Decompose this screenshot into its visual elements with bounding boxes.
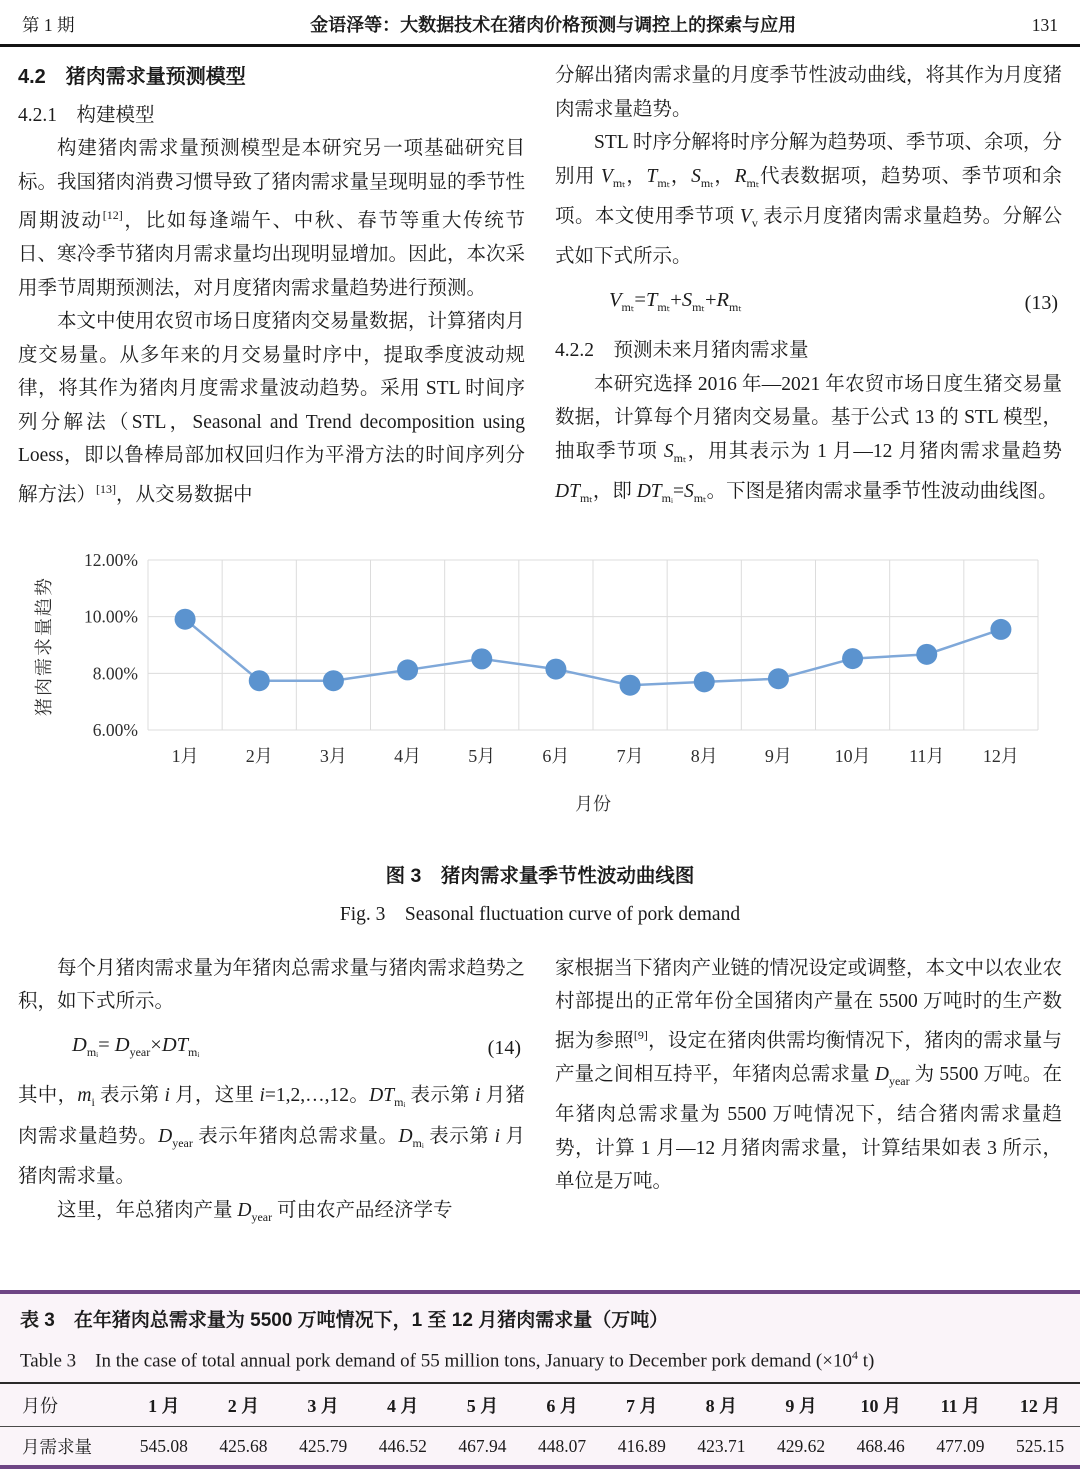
table-col-header: 5 月 [466,1396,499,1417]
table-col-header: 2 月 [227,1396,260,1417]
table-cell: 446.52 [363,1427,443,1466]
data-point [175,608,196,629]
x-tick-label: 8月 [690,745,718,766]
right-column [555,59,1062,516]
table-data-row [0,1427,1080,1466]
x-axis-title: 月份 [575,793,611,814]
table-cell: 545.08 [124,1427,204,1466]
table-col-header: 6 月 [546,1396,578,1417]
y-tick-label: 10.00% [84,606,138,627]
x-tick-label: 4月 [394,745,422,766]
equation-13 [555,274,1062,335]
equation-number: (13) [1024,292,1058,315]
table-row-label: 月需求量 [0,1427,124,1466]
table-corner-cell: 月份 [22,1396,58,1417]
section-heading-4-2: 4.2 猪肉需求量预测模型 [18,66,246,88]
left-column [18,59,525,516]
table-cell: 425.79 [283,1427,363,1466]
page-number: 131 [1031,15,1058,35]
demand-trend-chart [0,530,1080,832]
data-point [471,648,492,669]
x-tick-label: 5月 [468,745,496,766]
x-tick-label: 1月 [171,745,199,766]
table-cell: 423.71 [682,1427,762,1466]
monthly-demand-table [0,1382,1080,1465]
data-point [545,658,566,679]
table-header-row [0,1383,1080,1427]
x-tick-label: 7月 [616,745,644,766]
paragraph: 本文中使用农贸市场日度猪肉交易量数据，计算猪肉月度交易量。从多年来的月交易量时序中，提取季度波动规律，将其作为猪肉月度需求量波动趋势。采用 STL 时间序列分解法（STL，Seasonal and Trend decomposition using Loess，即以鲁棒局部加权回归作为平滑方法的时间序列分解方法）[13]，从交易数据中 [18,311,526,505]
table-cell: 448.07 [522,1427,602,1466]
table-col-header: 10 月 [860,1396,901,1417]
equation-number: (14) [487,1037,521,1060]
paragraph: 本研究选择 2016 年—2021 年农贸市场日度生猪交易量数据，计算每个月猪肉交易量。基于公式 13 的 STL 模型，抽取季节项 $S_{m_t}$，用其表示为 1 月—12 月猪肉需求量趋势 $DT_{m_t}$，即 $DT_{mᵢ}=S_{m_t}$。下图是猪肉需求量季节性波动曲线图。 [555,373,1062,506]
table-col-header: 4 月 [387,1396,419,1417]
data-point [842,648,863,669]
table-col-header: 3 月 [307,1396,339,1417]
table-cell: 425.68 [204,1427,284,1466]
table-col-header: 12 月 [1019,1396,1061,1417]
running-title: 金语泽等：大数据技术在猪肉价格预测与调控上的探索与应用 [310,15,797,35]
data-point [323,670,344,691]
table-cell: 416.89 [602,1427,682,1466]
data-point [249,670,270,691]
table-col-header: 8 月 [705,1396,738,1417]
table-col-header: 7 月 [626,1396,658,1417]
upper-text-columns [0,47,1080,516]
paragraph: 分解出猪肉需求量的月度季节性波动曲线，将其作为月度猪肉需求量趋势。 [555,65,1063,120]
paragraph: 其中，$m_i$ 表示第 i 月，这里 i=1,2,…,12。$DT_{mᵢ}$ 表示第 i 月猪肉需求量趋势。$D_{year}$ 表示年猪肉总需求量。$D_{mᵢ}$ 表示第 i 月猪肉需求量。 [18,1085,525,1188]
x-tick-label: 2月 [245,745,273,766]
section-heading-4-2-2: 4.2.2 预测未来月猪肉需求量 [555,340,809,362]
y-axis-title: 猪肉需求量趋势 [34,575,54,716]
table-cell: 525.15 [1000,1427,1080,1466]
data-point [768,668,789,689]
table-caption-en: Table 3 In the case of total annual pork demand of 55 million tons, January to December pork demand ($\times 10^4$ t) [20,1347,875,1372]
page-header [0,0,1080,47]
paragraph: 每个月猪肉需求量为年猪肉总需求量与猪肉需求趋势之积，如下式所示。 [18,957,526,1013]
y-tick-label: 12.00% [84,549,138,570]
table-col-header: 11 月 [940,1396,981,1417]
equation-expression: $V_{m_t}=T_{m_t}+S_{m_t}+R_{m_t}$ [609,288,742,314]
paragraph: 家根据当下猪肉产业链的情况设定或调整，本文中以农业农村部提出的正常年份全国猪肉产量在 5500 万吨时的生产数据为参照[9]，设定在猪肉供需均衡情况下，猪肉的需求量与产量之间相互持平，年猪肉总需求量 $D_{year}$ 为 5500 万吨。在年猪肉总需求量为 5500 万吨情况下，结合猪肉需求量趋势，计算 1 月—12 月猪肉需求量，计算结果如表 3 所示，单位是万吨。 [555,957,1063,1193]
section-heading-4-2-1: 4.2.1 构建模型 [18,104,155,126]
table-cell: 468.46 [841,1427,921,1466]
x-tick-label: 12月 [982,745,1019,766]
data-point [694,671,715,692]
table-captions [0,1294,1080,1382]
equation-14 [18,1019,525,1080]
x-tick-label: 9月 [764,745,792,766]
paragraph: STL 时序分解将时序分解为趋势项、季节项、余项，分别用 $V_{m_t}$，$T_{m_t}$，$S_{m_t}$，$R_{m_t}$代表数据项，趋势项、季节项和余项。本文使用季节项 $V_v$ 表示月度猪肉需求量趋势。分解公式如下式所示。 [555,132,1062,268]
table-cell: 477.09 [921,1427,1001,1466]
table-caption-cn: 表 3 在年猪肉总需求量为 5500 万吨情况下，1 至 12 月猪肉需求量（万吨） [20,1309,669,1331]
data-point [620,674,641,695]
table-3-section [0,1290,1080,1469]
data-point [916,644,937,665]
x-tick-label: 10月 [834,745,871,766]
left-column-lower [18,952,525,1234]
y-tick-label: 6.00% [92,719,138,740]
y-tick-label: 8.00% [92,662,138,683]
x-tick-label: 11月 [909,745,945,766]
x-tick-label: 3月 [319,745,347,766]
journal-issue: 第 1 期 [22,15,75,35]
data-point [990,619,1011,640]
demand-chart-svg [0,530,1080,832]
table-col-header: 1 月 [148,1396,180,1417]
lower-text-columns [0,926,1080,1234]
table-cell: 467.94 [443,1427,523,1466]
table-cell: 429.62 [761,1427,841,1466]
paragraph: 这里，年总猪肉产量 $D_{year}$ 可由农产品经济学专 [57,1199,453,1224]
table-col-header: 9 月 [785,1396,817,1417]
data-point [397,659,418,680]
figure-caption-en: Fig. 3 Seasonal fluctuation curve of pork demand [339,903,741,925]
right-column-lower [555,952,1062,1234]
paragraph: 构建猪肉需求量预测模型是本研究另一项基础研究目标。我国猪肉消费习惯导致了猪肉需求量呈现明显的季节性周期波动[12]，比如每逢端午、中秋、春节等重大传统节日、寒冷季节猪肉月需求量均出现明显增加。因此，本次采用季节周期预测法，对月度猪肉需求量趋势进行预测。 [18,138,526,299]
figure-caption-cn: 图 3 猪肉需求量季节性波动曲线图 [385,864,695,887]
x-tick-label: 6月 [542,745,570,766]
equation-expression: $D_{mᵢ}= D_{year}\times DT_{mᵢ}$ [72,1033,200,1059]
